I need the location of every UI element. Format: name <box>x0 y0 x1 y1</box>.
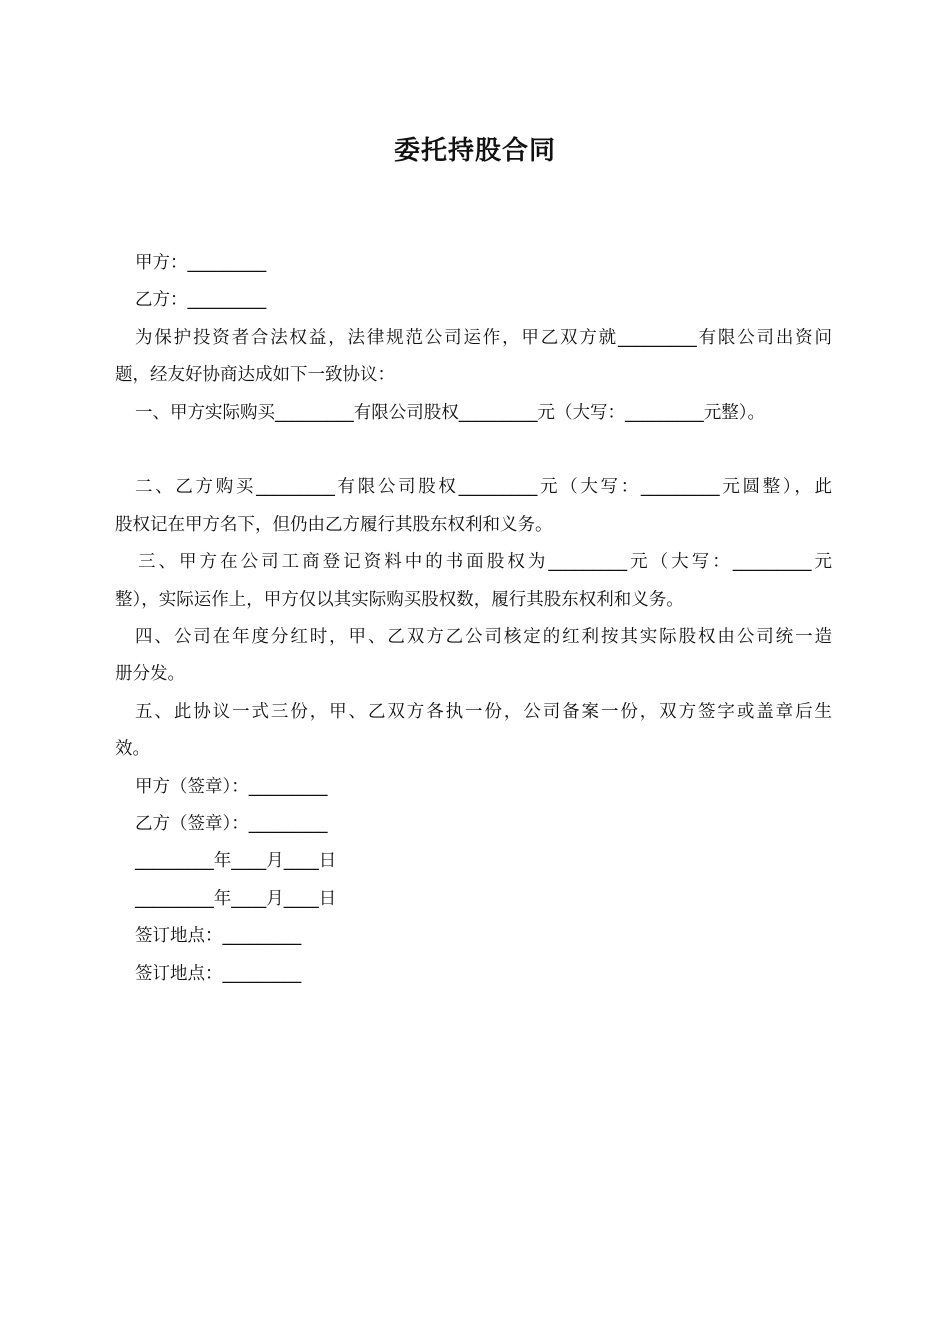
signing-place-1: 签订地点：_________ <box>135 926 302 946</box>
clause-4-line-1: 四、公司在年度分红时，甲、乙双方乙公司核定的红利按其实际股权由公司统一造 <box>135 627 832 647</box>
date-line-2: _________年____月____日 <box>135 889 337 909</box>
clause-4-line-2: 册分发。 <box>115 664 185 684</box>
signature-party-a: 甲方（签章）：_________ <box>135 777 328 797</box>
party-b-line: 乙方：_________ <box>135 290 267 310</box>
document-title: 委托持股合同 <box>393 136 556 166</box>
clause-2-line-2: 股权记在甲方名下，但仍由乙方履行其股东权利和义务。 <box>115 515 553 535</box>
intro-line-1: 为保护投资者合法权益，法律规范公司运作，甲乙双方就_________有限公司出资问 <box>135 328 832 348</box>
clause-5-line-2: 效。 <box>115 739 150 759</box>
signing-place-2: 签订地点：_________ <box>135 964 302 984</box>
clause-3-line-1: 三、甲方在公司工商登记资料中的书面股权为_________元（大写：_________元 <box>138 552 832 572</box>
signature-party-b: 乙方（签章）：_________ <box>135 814 328 834</box>
party-a-line: 甲方：_________ <box>135 253 267 273</box>
clause-5-line-1: 五、此协议一式三份，甲、乙双方各执一份，公司备案一份，双方签字或盖章后生 <box>135 702 832 722</box>
intro-line-2: 题，经友好协商达成如下一致协议： <box>115 365 395 385</box>
clause-3-line-2: 整），实际运作上，甲方仅以其实际购买股权数，履行其股东权利和义务。 <box>115 590 684 610</box>
clause-2-line-1: 二、乙方购买_________有限公司股权_________元（大写：_________元圆整），此 <box>135 477 832 497</box>
date-line-1: _________年____月____日 <box>135 851 337 871</box>
clause-1: 一、甲方实际购买_________有限公司股权_________元（大写：_________元整）。 <box>135 403 765 423</box>
